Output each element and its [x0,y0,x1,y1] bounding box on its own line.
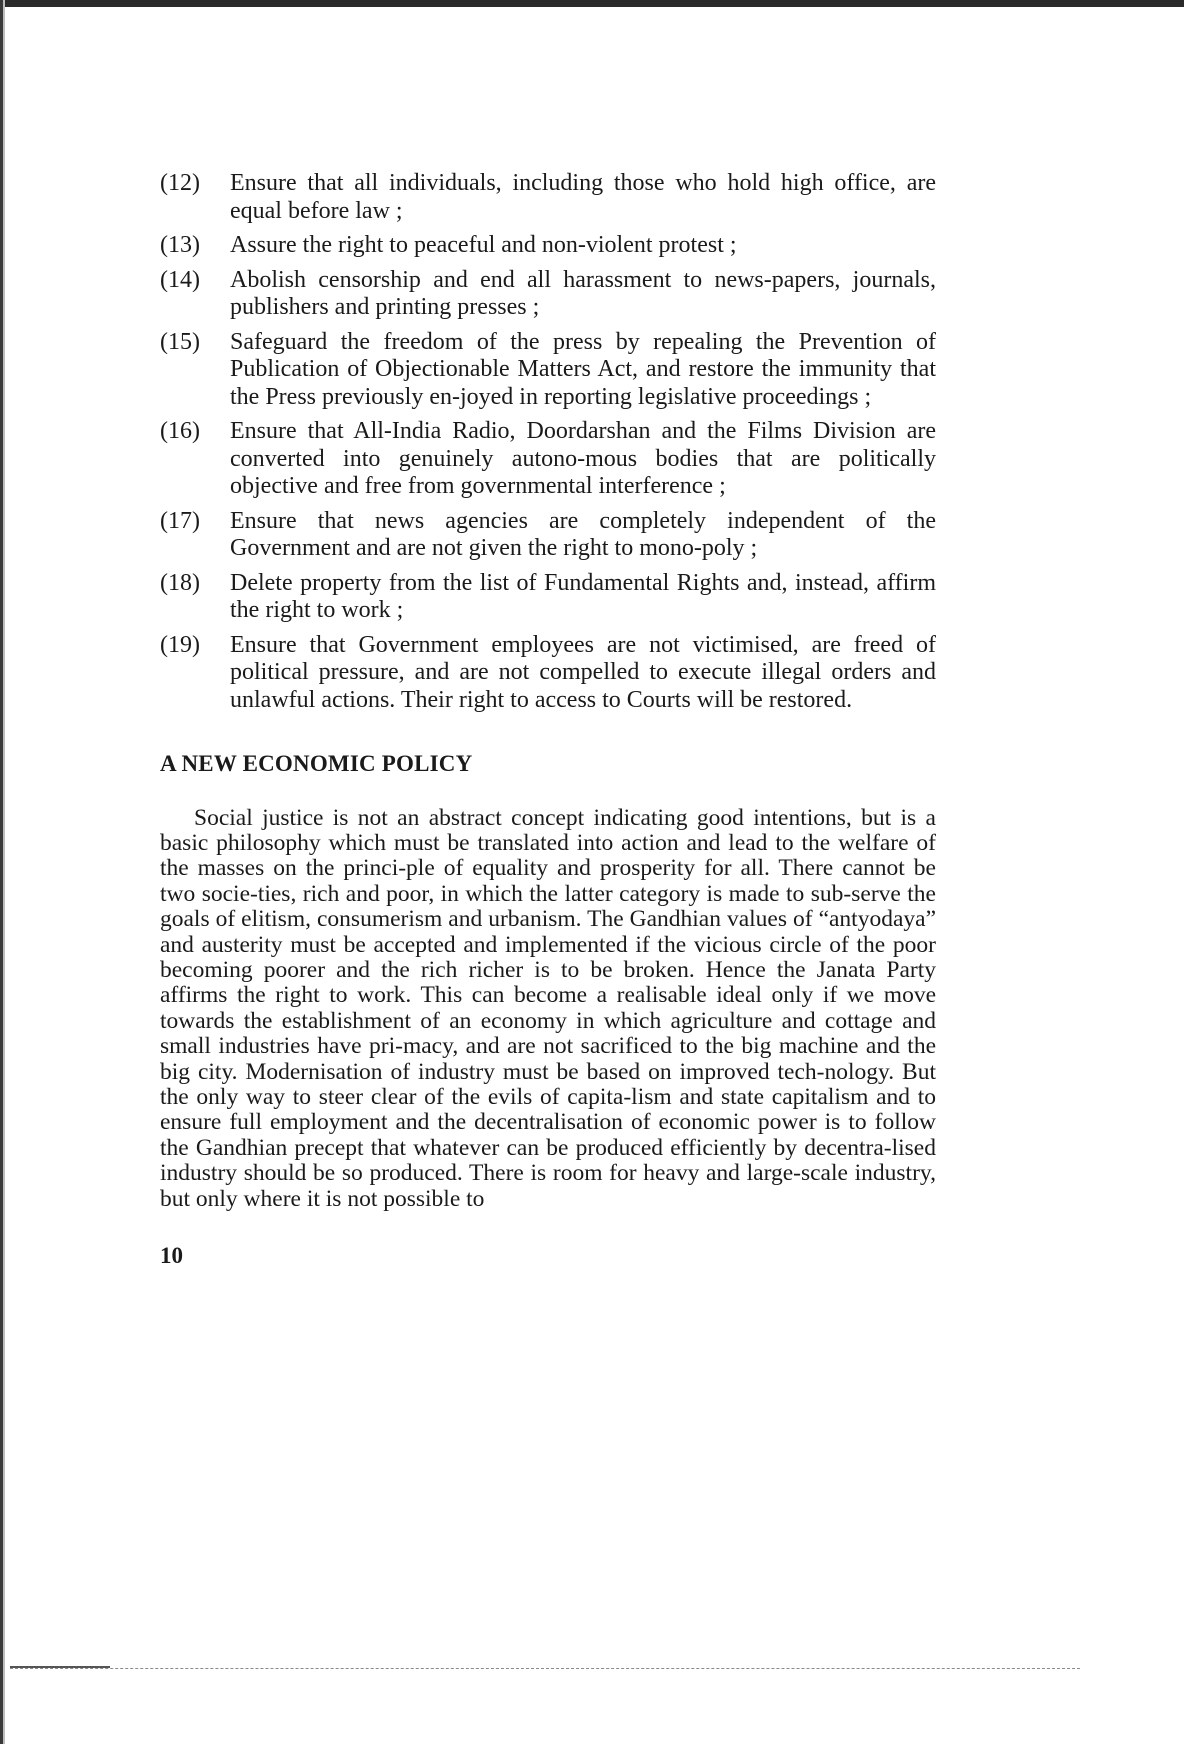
list-item-text: Ensure that all individuals, including those who hold high office, are equal before law ; [230,170,936,224]
list-item-text: Ensure that All-India Radio, Doordarshan and the Films Division are converted into genuinely autono-mous bodies that are politically objective and free from governmental interference ; [230,418,936,499]
bottom-border-dots [10,1668,1080,1671]
list-item [160,232,936,260]
list-item [160,570,936,625]
top-border-rule [0,0,1184,7]
list-item-number: (19) [160,631,200,658]
list-item-text: Abolish censorship and end all harassment to news-papers, journals, publishers and printing presses ; [230,266,936,320]
list-item-number: (12) [160,170,200,196]
left-border-rule [0,0,8,1744]
document-page [160,170,936,1270]
list-item-number: (15) [160,328,200,355]
list-item-text: Ensure that news agencies are completely independent of the Government and are not given the right to mono-poly ; [230,507,936,561]
list-item-text: Safeguard the freedom of the press by repealing the Prevention of Publication of Objectionable Matters Act, and restore the immunity that the Press previously en-joyed in reporting legislative proceedings ; [230,328,936,410]
list-item-number: (18) [160,569,200,596]
list-item [160,418,936,501]
list-item [160,267,936,322]
list-item-text: Assure the right to peaceful and non-violent protest ; [230,232,737,258]
list-item [160,170,936,225]
list-item [160,632,936,715]
list-item-text: Ensure that Government employees are not victimised, are freed of political pressure, and are not compelled to execute illegal orders and unlawful actions. Their right to access to Courts will be restored. [230,631,936,713]
list-item [160,508,936,563]
list-item-number: (16) [160,418,200,444]
page-number: 10 [160,1243,183,1268]
rights-list [160,170,936,714]
list-item-text: Delete property from the list of Fundamental Rights and, instead, affirm the right to work ; [230,569,936,623]
section-heading: A NEW ECONOMIC POLICY [160,751,473,776]
list-item [160,329,936,412]
list-item-number: (13) [160,232,200,258]
section-paragraph: Social justice is not an abstract concept indicating good intentions, but is a basic philosophy which must be translated into action and lead to the welfare of the masses on the princi-ple of equality and prosperity for all. There cannot be two socie-ties, rich and poor, in which the latter category is made to sub-serve the goals of elitism, consumerism and urbanism. The Gandhian values of “antyodaya” and austerity must be accepted and implemented if the vicious circle of the poor becoming poorer and the rich richer is to be broken. Hence the Janata Party affirms the right to work. This can become a realisable ideal only if we move towards the establishment of an economy in which agriculture and cottage and small industries have pri-macy, and are not sacrificed to the big machine and the big city. Modernisation of industry must be based on improved tech-nology. But the only way to steer clear of the evils of capita-lism and state capitalism and to ensure full employment and the decentralisation of economic power is to follow the Gandhian precept that whatever can be produced efficiently by decentra-lised industry should be so produced. There is room for heavy and large-scale industry, but only where it is not possible to [160,804,936,1212]
list-item-number: (17) [160,507,200,534]
list-item-number: (14) [160,266,200,293]
